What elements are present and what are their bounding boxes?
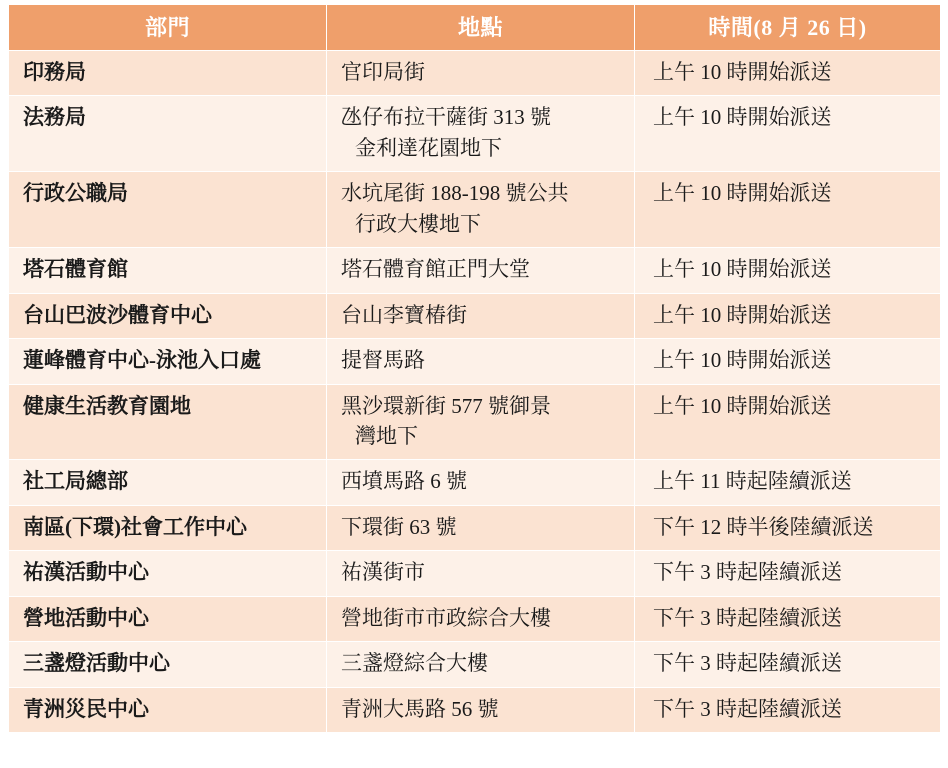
cell-location-line1: 營地街市市政綜合大樓 bbox=[341, 605, 551, 630]
column-header-department: 部門 bbox=[9, 5, 327, 51]
cell-time bbox=[635, 339, 941, 384]
cell-location-line1: 三盞燈綜合大樓 bbox=[341, 651, 488, 676]
cell-time bbox=[635, 384, 941, 460]
cell-time bbox=[635, 505, 941, 550]
cell-department: 祐漢活動中心 bbox=[9, 551, 327, 596]
cell-time-line1: 下午 3 時起陸續派送 bbox=[653, 605, 842, 630]
cell-time bbox=[635, 293, 941, 338]
table-row bbox=[9, 339, 941, 384]
table-row bbox=[9, 460, 941, 505]
cell-location-line2: 行政大樓地下 bbox=[355, 211, 481, 236]
cell-department: 台山巴波沙體育中心 bbox=[9, 293, 327, 338]
cell-location-line1: 塔石體育館正門大堂 bbox=[341, 257, 530, 282]
cell-department: 營地活動中心 bbox=[9, 596, 327, 641]
table-row bbox=[9, 51, 941, 96]
cell-department: 青洲災民中心 bbox=[9, 687, 327, 732]
cell-location bbox=[327, 460, 635, 505]
table-row bbox=[9, 551, 941, 596]
cell-location bbox=[327, 551, 635, 596]
table-row bbox=[9, 384, 941, 460]
cell-time-line1: 下午 12 時半後陸續派送 bbox=[653, 514, 874, 539]
cell-location bbox=[327, 248, 635, 293]
cell-department: 行政公職局 bbox=[9, 172, 327, 248]
table-row bbox=[9, 687, 941, 732]
table-header bbox=[9, 5, 941, 51]
cell-department: 社工局總部 bbox=[9, 460, 327, 505]
cell-time bbox=[635, 687, 941, 732]
cell-time-line1: 上午 10 時開始派送 bbox=[653, 257, 832, 282]
cell-time-line1: 上午 10 時開始派送 bbox=[653, 348, 832, 373]
cell-time-line1: 上午 10 時開始派送 bbox=[653, 393, 832, 418]
cell-department: 印務局 bbox=[9, 51, 327, 96]
cell-time-line1: 上午 11 時起陸續派送 bbox=[653, 469, 852, 494]
cell-time-line1: 下午 3 時起陸續派送 bbox=[653, 696, 842, 721]
table-header-row bbox=[9, 5, 941, 51]
cell-time-line1: 上午 10 時開始派送 bbox=[653, 302, 832, 327]
table-row bbox=[9, 642, 941, 687]
cell-location-line1: 下環街 63 號 bbox=[341, 514, 457, 539]
cell-location-line1: 青洲大馬路 56 號 bbox=[341, 696, 499, 721]
cell-location-line1: 提督馬路 bbox=[341, 348, 425, 373]
dispatch-table bbox=[8, 4, 941, 733]
table-row bbox=[9, 248, 941, 293]
cell-time-line1: 上午 10 時開始派送 bbox=[653, 105, 832, 130]
cell-location-line1: 祐漢街市 bbox=[341, 560, 425, 585]
cell-location-line1: 西墳馬路 6 號 bbox=[341, 469, 467, 494]
cell-location bbox=[327, 51, 635, 96]
cell-location bbox=[327, 505, 635, 550]
cell-location-line2: 灣地下 bbox=[355, 423, 418, 448]
cell-time bbox=[635, 96, 941, 172]
cell-location bbox=[327, 596, 635, 641]
column-header-location: 地點 bbox=[327, 5, 635, 51]
cell-location bbox=[327, 687, 635, 732]
table-row bbox=[9, 172, 941, 248]
cell-department: 蓮峰體育中心-泳池入口處 bbox=[9, 339, 327, 384]
cell-location bbox=[327, 384, 635, 460]
cell-location bbox=[327, 339, 635, 384]
table-row bbox=[9, 293, 941, 338]
cell-location bbox=[327, 172, 635, 248]
cell-time bbox=[635, 51, 941, 96]
cell-time bbox=[635, 551, 941, 596]
cell-department: 塔石體育館 bbox=[9, 248, 327, 293]
cell-location-line2: 金利達花園地下 bbox=[355, 135, 502, 160]
table-body bbox=[9, 51, 941, 733]
cell-time-line1: 下午 3 時起陸續派送 bbox=[653, 560, 842, 585]
cell-time bbox=[635, 248, 941, 293]
cell-time-line1: 上午 10 時開始派送 bbox=[653, 181, 832, 206]
table-row bbox=[9, 596, 941, 641]
cell-location bbox=[327, 96, 635, 172]
cell-time-line1: 下午 3 時起陸續派送 bbox=[653, 651, 842, 676]
table-row bbox=[9, 505, 941, 550]
cell-department: 南區(下環)社會工作中心 bbox=[9, 505, 327, 550]
cell-time bbox=[635, 172, 941, 248]
cell-department: 三盞燈活動中心 bbox=[9, 642, 327, 687]
cell-location bbox=[327, 642, 635, 687]
cell-location-line1: 台山李寶椿街 bbox=[341, 302, 467, 327]
cell-department: 法務局 bbox=[9, 96, 327, 172]
cell-department: 健康生活教育園地 bbox=[9, 384, 327, 460]
cell-time bbox=[635, 596, 941, 641]
cell-location bbox=[327, 293, 635, 338]
cell-time bbox=[635, 460, 941, 505]
cell-location-line1: 黑沙環新街 577 號御景 bbox=[341, 393, 551, 418]
table-row bbox=[9, 96, 941, 172]
cell-time-line1: 上午 10 時開始派送 bbox=[653, 60, 832, 84]
column-header-time: 時間(8 月 26 日) bbox=[635, 5, 941, 51]
cell-location-line1: 水坑尾街 188-198 號公共 bbox=[341, 181, 569, 206]
cell-location-line1: 氹仔布拉干薩街 313 號 bbox=[341, 105, 551, 130]
cell-location-line1: 官印局街 bbox=[341, 60, 425, 84]
cell-time bbox=[635, 642, 941, 687]
